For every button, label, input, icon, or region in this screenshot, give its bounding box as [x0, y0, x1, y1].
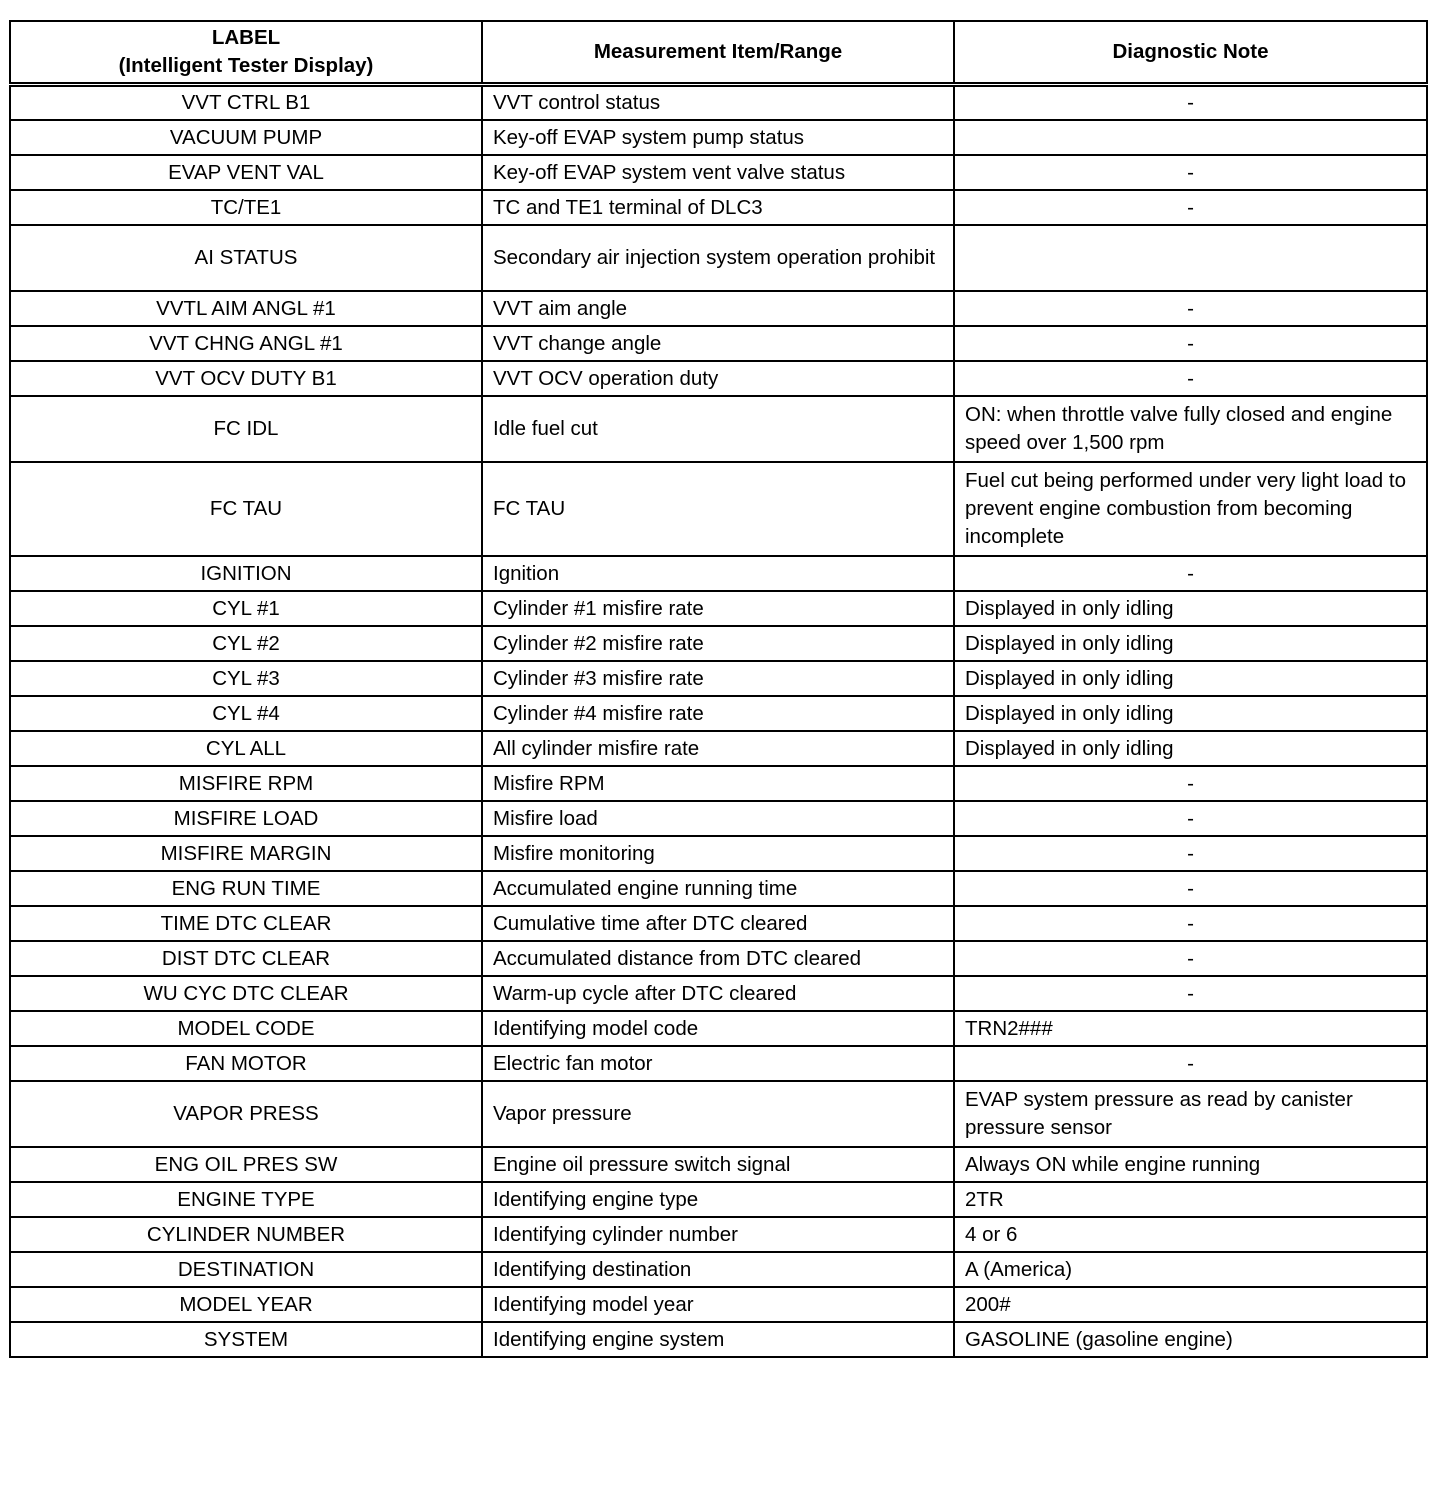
diagnostic-note-cell: GASOLINE (gasoline engine)	[954, 1322, 1427, 1357]
label-cell: MISFIRE MARGIN	[10, 836, 482, 871]
measurement-item-cell: Misfire monitoring	[482, 836, 954, 871]
table-row	[10, 1322, 1427, 1357]
label-cell: DESTINATION	[10, 1252, 482, 1287]
diagnostic-note-cell: -	[954, 190, 1427, 225]
header-label	[10, 21, 482, 85]
label-cell: WU CYC DTC CLEAR	[10, 976, 482, 1011]
label-cell: ENG RUN TIME	[10, 871, 482, 906]
measurement-item-cell: Key-off EVAP system pump status	[482, 120, 954, 155]
table-row	[10, 1217, 1427, 1252]
table-row	[10, 801, 1427, 836]
diagnostic-note-cell: -	[954, 155, 1427, 190]
table-row	[10, 591, 1427, 626]
diagnostic-note-cell: -	[954, 1046, 1427, 1081]
table-body	[10, 85, 1427, 1357]
data-list-table	[9, 20, 1428, 1358]
diagnostic-note-cell: Displayed in only idling	[954, 661, 1427, 696]
measurement-item-cell: Ignition	[482, 556, 954, 591]
diagnostic-note-cell: Displayed in only idling	[954, 696, 1427, 731]
measurement-item-cell: Idle fuel cut	[482, 396, 954, 462]
measurement-item-cell: Misfire load	[482, 801, 954, 836]
label-cell: MODEL CODE	[10, 1011, 482, 1046]
diagnostic-note-cell: -	[954, 85, 1427, 120]
diagnostic-note-cell: Displayed in only idling	[954, 626, 1427, 661]
table-row	[10, 225, 1427, 291]
label-cell: MISFIRE LOAD	[10, 801, 482, 836]
measurement-item-cell: Engine oil pressure switch signal	[482, 1147, 954, 1182]
header-label-text: LABEL (Intelligent Tester Display)	[118, 26, 374, 77]
label-cell: VVT CTRL B1	[10, 85, 482, 120]
label-cell: FC IDL	[10, 396, 482, 462]
header-diagnostic-note-text: Diagnostic Note	[1112, 40, 1269, 63]
label-cell: FAN MOTOR	[10, 1046, 482, 1081]
label-cell: ENGINE TYPE	[10, 1182, 482, 1217]
measurement-item-cell: TC and TE1 terminal of DLC3	[482, 190, 954, 225]
table-row	[10, 291, 1427, 326]
diagnostic-note-cell: -	[954, 361, 1427, 396]
table-row	[10, 1081, 1427, 1147]
measurement-item-cell: Secondary air injection system operation prohibit	[482, 225, 954, 291]
table-row	[10, 396, 1427, 462]
measurement-item-cell: Identifying engine system	[482, 1322, 954, 1357]
measurement-item-cell: Identifying cylinder number	[482, 1217, 954, 1252]
label-cell: CYL ALL	[10, 731, 482, 766]
table-row	[10, 155, 1427, 190]
diagnostic-note-cell	[954, 120, 1427, 155]
label-cell: AI STATUS	[10, 225, 482, 291]
table-row	[10, 120, 1427, 155]
measurement-item-cell: VVT change angle	[482, 326, 954, 361]
label-cell: MODEL YEAR	[10, 1287, 482, 1322]
table-row	[10, 1147, 1427, 1182]
measurement-item-cell: Identifying destination	[482, 1252, 954, 1287]
table-row	[10, 326, 1427, 361]
diagnostic-note-cell: Displayed in only idling	[954, 731, 1427, 766]
diagnostic-note-cell: -	[954, 766, 1427, 801]
diagnostic-note-cell: -	[954, 291, 1427, 326]
diagnostic-note-cell: Fuel cut being performed under very light load to prevent engine combustion from becoming incomplete	[954, 462, 1427, 556]
measurement-item-cell: Cylinder #4 misfire rate	[482, 696, 954, 731]
label-cell: CYL #3	[10, 661, 482, 696]
diagnostic-note-cell: -	[954, 871, 1427, 906]
measurement-item-cell: Warm-up cycle after DTC cleared	[482, 976, 954, 1011]
table-row	[10, 85, 1427, 120]
label-cell: TIME DTC CLEAR	[10, 906, 482, 941]
table-row	[10, 190, 1427, 225]
table-row	[10, 361, 1427, 396]
label-cell: SYSTEM	[10, 1322, 482, 1357]
diagnostic-note-cell: 4 or 6	[954, 1217, 1427, 1252]
table-row	[10, 871, 1427, 906]
label-cell: VVTL AIM ANGL #1	[10, 291, 482, 326]
header-diagnostic-note	[954, 21, 1427, 85]
header-measurement-item-text: Measurement Item/Range	[593, 40, 843, 63]
diagnostic-note-cell: -	[954, 326, 1427, 361]
measurement-item-cell: Vapor pressure	[482, 1081, 954, 1147]
table-row	[10, 1287, 1427, 1322]
diagnostic-note-cell: -	[954, 976, 1427, 1011]
measurement-item-cell: All cylinder misfire rate	[482, 731, 954, 766]
diagnostic-note-cell: 200#	[954, 1287, 1427, 1322]
label-cell: ENG OIL PRES SW	[10, 1147, 482, 1182]
label-cell: FC TAU	[10, 462, 482, 556]
table-row	[10, 976, 1427, 1011]
diagnostic-note-cell: ON: when throttle valve fully closed and engine speed over 1,500 rpm	[954, 396, 1427, 462]
label-cell: CYL #2	[10, 626, 482, 661]
measurement-item-cell: Cumulative time after DTC cleared	[482, 906, 954, 941]
data-list-table-container	[9, 20, 1426, 1358]
diagnostic-note-cell: -	[954, 941, 1427, 976]
table-row	[10, 1046, 1427, 1081]
measurement-item-cell: VVT control status	[482, 85, 954, 120]
diagnostic-note-cell: Always ON while engine running	[954, 1147, 1427, 1182]
measurement-item-cell: Accumulated distance from DTC cleared	[482, 941, 954, 976]
label-cell: TC/TE1	[10, 190, 482, 225]
measurement-item-cell: Cylinder #2 misfire rate	[482, 626, 954, 661]
measurement-item-cell: VVT aim angle	[482, 291, 954, 326]
label-cell: IGNITION	[10, 556, 482, 591]
label-cell: VACUUM PUMP	[10, 120, 482, 155]
table-row	[10, 1182, 1427, 1217]
table-row	[10, 626, 1427, 661]
diagnostic-note-cell: TRN2###	[954, 1011, 1427, 1046]
table-row	[10, 731, 1427, 766]
diagnostic-note-cell: EVAP system pressure as read by canister pressure sensor	[954, 1081, 1427, 1147]
measurement-item-cell: Electric fan motor	[482, 1046, 954, 1081]
label-cell: DIST DTC CLEAR	[10, 941, 482, 976]
label-cell: EVAP VENT VAL	[10, 155, 482, 190]
diagnostic-note-cell: -	[954, 906, 1427, 941]
measurement-item-cell: Cylinder #1 misfire rate	[482, 591, 954, 626]
measurement-item-cell: Misfire RPM	[482, 766, 954, 801]
diagnostic-note-cell: A (America)	[954, 1252, 1427, 1287]
label-cell: CYL #1	[10, 591, 482, 626]
label-cell: VVT OCV DUTY B1	[10, 361, 482, 396]
table-row	[10, 696, 1427, 731]
label-cell: VAPOR PRESS	[10, 1081, 482, 1147]
header-measurement-item	[482, 21, 954, 85]
measurement-item-cell: Accumulated engine running time	[482, 871, 954, 906]
diagnostic-note-cell	[954, 225, 1427, 291]
table-row	[10, 1252, 1427, 1287]
table-row	[10, 906, 1427, 941]
label-cell: CYL #4	[10, 696, 482, 731]
table-row	[10, 556, 1427, 591]
measurement-item-cell: Identifying model year	[482, 1287, 954, 1322]
measurement-item-cell: FC TAU	[482, 462, 954, 556]
measurement-item-cell: Identifying model code	[482, 1011, 954, 1046]
table-row	[10, 462, 1427, 556]
table-row	[10, 941, 1427, 976]
table-row	[10, 766, 1427, 801]
label-cell: MISFIRE RPM	[10, 766, 482, 801]
diagnostic-note-cell: 2TR	[954, 1182, 1427, 1217]
label-cell: CYLINDER NUMBER	[10, 1217, 482, 1252]
measurement-item-cell: Identifying engine type	[482, 1182, 954, 1217]
measurement-item-cell: VVT OCV operation duty	[482, 361, 954, 396]
measurement-item-cell: Cylinder #3 misfire rate	[482, 661, 954, 696]
table-row	[10, 1011, 1427, 1046]
table-row	[10, 661, 1427, 696]
diagnostic-note-cell: -	[954, 556, 1427, 591]
diagnostic-note-cell: Displayed in only idling	[954, 591, 1427, 626]
table-row	[10, 836, 1427, 871]
table-header-row	[10, 21, 1427, 85]
diagnostic-note-cell: -	[954, 836, 1427, 871]
diagnostic-note-cell: -	[954, 801, 1427, 836]
label-cell: VVT CHNG ANGL #1	[10, 326, 482, 361]
measurement-item-cell: Key-off EVAP system vent valve status	[482, 155, 954, 190]
